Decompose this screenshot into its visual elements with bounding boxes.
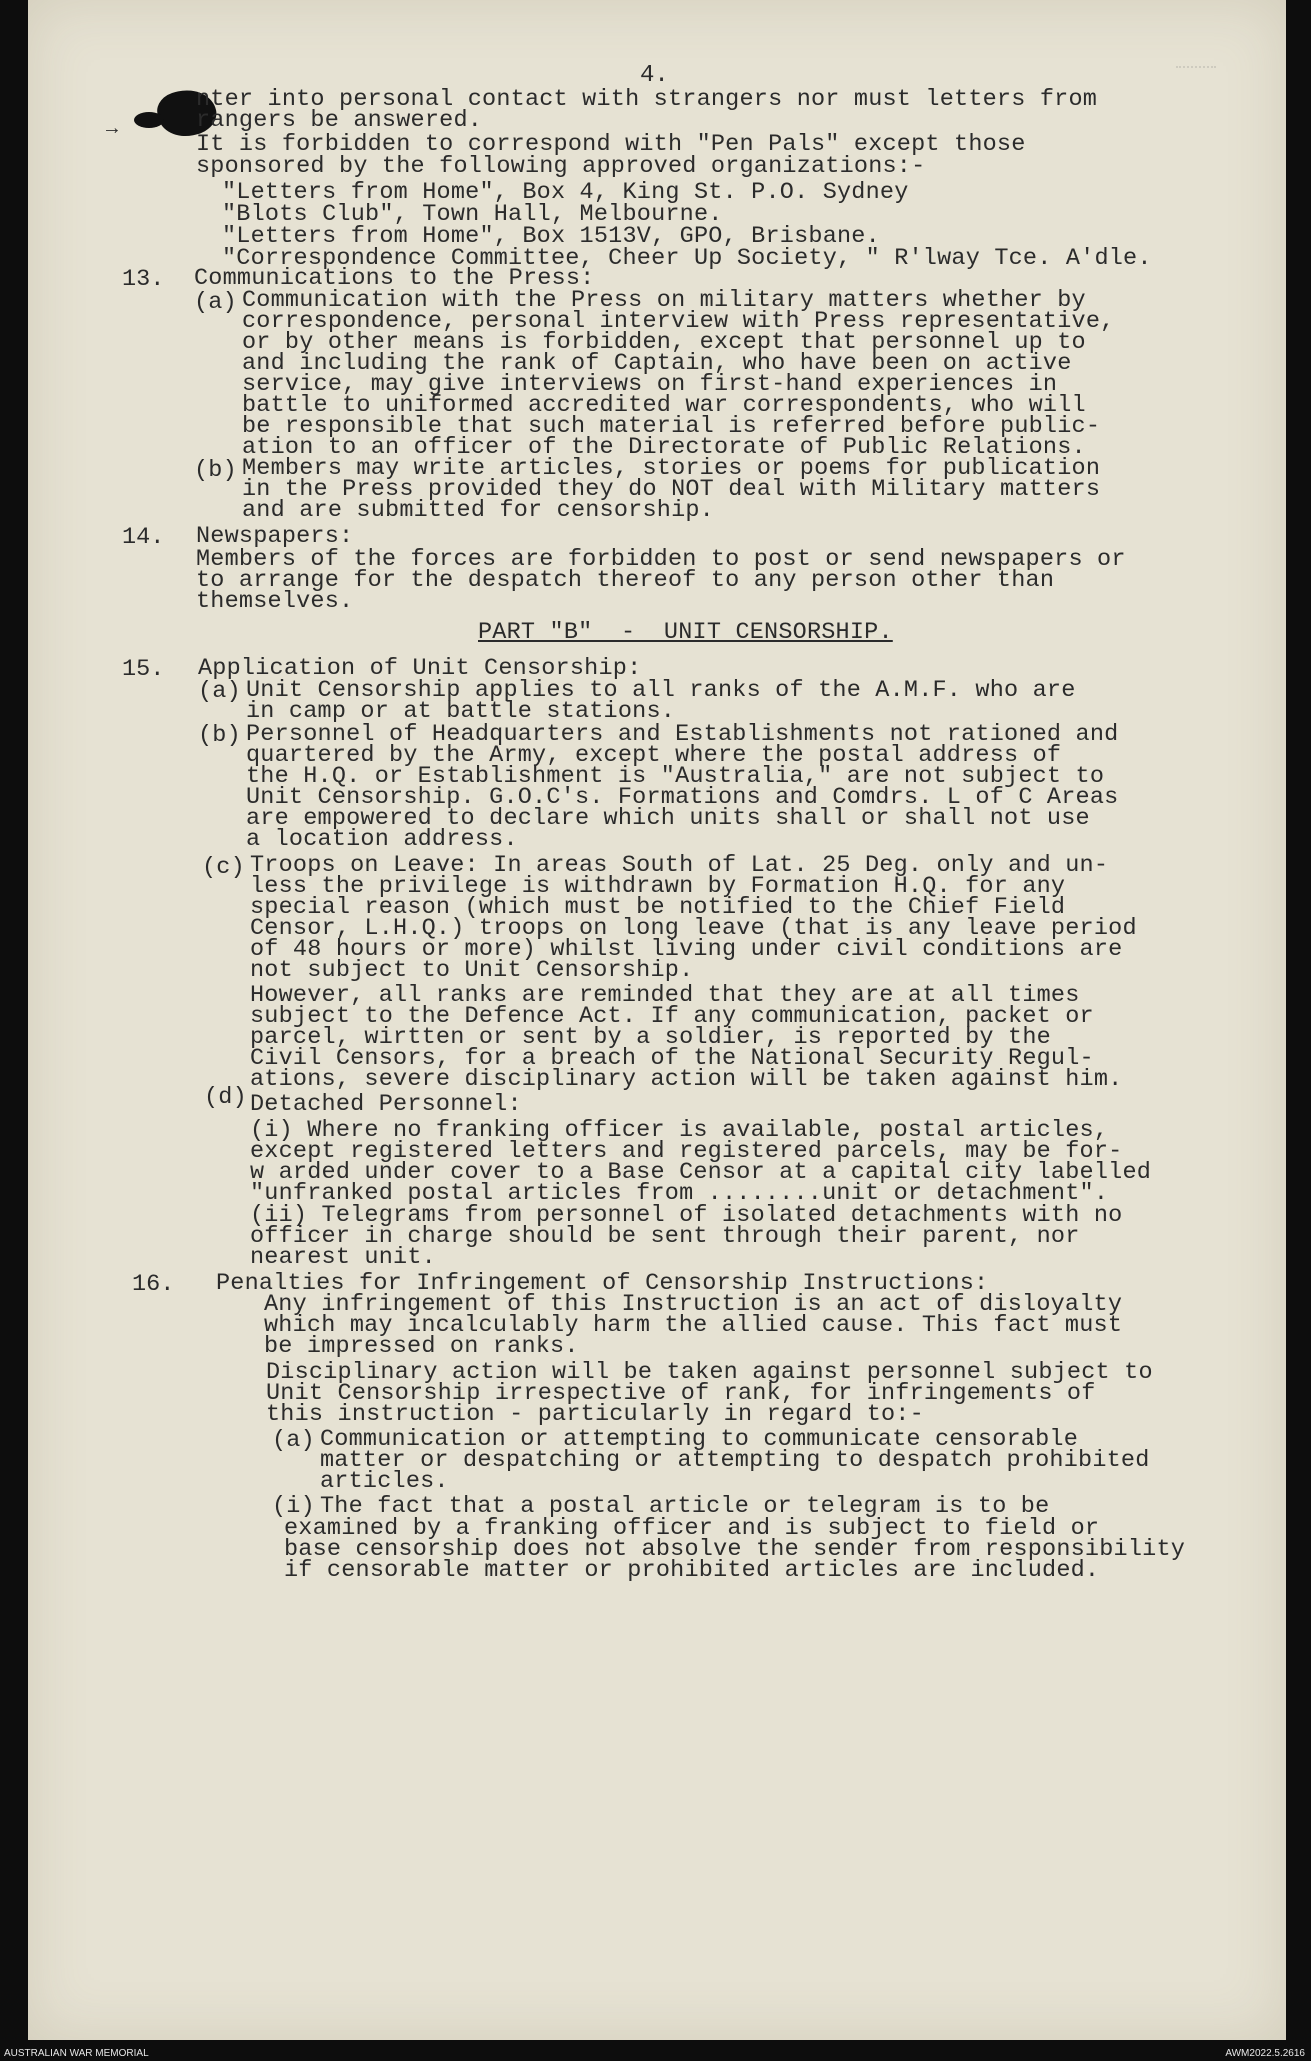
pen-pals-line-2: sponsored by the following approved organizations:- bbox=[196, 153, 926, 180]
section-13a-line-4: and including the rank of Captain, who have been on active bbox=[242, 350, 1072, 377]
page-number: 4. bbox=[640, 62, 669, 89]
section-14-line-2: to arrange for the despatch thereof to any person other than bbox=[196, 567, 1055, 594]
section-15d-ii-line-3: nearest unit. bbox=[250, 1244, 436, 1271]
section-15c2-line-5: ations, severe disciplinary action will be taken against him. bbox=[250, 1066, 1123, 1093]
section-15a-label: (a) bbox=[198, 678, 241, 705]
approved-org-4: "Correspondence Committee, Cheer Up Society, " R'lway Tce. A'dle. bbox=[222, 245, 1152, 272]
section-15d-i-line-1: (i) Where no franking officer is available, postal articles, bbox=[250, 1117, 1109, 1144]
section-15c-label: (c) bbox=[202, 854, 245, 881]
section-15d-label: (d) bbox=[204, 1084, 247, 1111]
section-16-title: Penalties for Infringement of Censorship Instructions: bbox=[216, 1270, 989, 1297]
section-13-title: Communications to the Press: bbox=[194, 265, 595, 292]
continuation-line-2: rangers be answered. bbox=[196, 107, 483, 134]
section-13b-line-3: and are submitted for censorship. bbox=[242, 497, 714, 524]
section-15d-ii-line-2: officer in charge should be sent through their parent, nor bbox=[250, 1223, 1080, 1250]
section-16i-label: (i) bbox=[272, 1493, 315, 1520]
section-13b-label: (b) bbox=[194, 457, 237, 484]
section-16-p2-line-1: Disciplinary action will be taken against personnel subject to bbox=[266, 1359, 1153, 1386]
section-15b-line-2: quartered by the Army, except where the postal address of bbox=[246, 742, 1062, 769]
section-16i-line-1: The fact that a postal article or telegram is to be bbox=[320, 1493, 1050, 1520]
section-15b-line-3: the H.Q. or Establishment is "Australia," are not subject to bbox=[246, 763, 1105, 790]
section-15c-line-3: special reason (which must be notified to the Chief Field bbox=[250, 894, 1066, 921]
section-13a-line-3: or by other means is forbidden, except that personnel up to bbox=[242, 329, 1086, 356]
continuation-line-1: nter into personal contact with strangers nor must letters from bbox=[196, 86, 1098, 113]
section-13b-line-1: Members may write articles, stories or poems for publication bbox=[242, 455, 1101, 482]
section-13-number: 13. bbox=[122, 266, 165, 293]
section-15d-i-line-2: except registered letters and registered parcels, may be for- bbox=[250, 1138, 1123, 1165]
pen-pals-line-1: It is forbidden to correspond with "Pen Pals" except those bbox=[196, 131, 1026, 158]
section-15c-line-4: Censor, L.H.Q.) troops on long leave (that is any leave period bbox=[250, 915, 1137, 942]
section-15c2-line-3: parcel, wirtten or sent by a soldier, is reported by the bbox=[250, 1024, 1051, 1051]
section-13a-line-2: correspondence, personal interview with Press representative, bbox=[242, 308, 1115, 335]
section-16-p1-line-3: be impressed on ranks. bbox=[264, 1333, 579, 1360]
section-15d-title: Detached Personnel: bbox=[250, 1091, 522, 1118]
section-13a-line-5: service, may give interviews on first-hand experiences in bbox=[242, 371, 1058, 398]
paper-mark bbox=[1176, 66, 1216, 82]
document-page bbox=[28, 0, 1286, 2040]
margin-mark-icon: → bbox=[106, 118, 119, 141]
footer-institution: AUSTRALIAN WAR MEMORIAL bbox=[4, 2048, 149, 2059]
part-b-heading: PART "B" - UNIT CENSORSHIP. bbox=[478, 619, 893, 646]
section-15a-line-2: in camp or at battle stations. bbox=[246, 698, 676, 725]
section-15b-label: (b) bbox=[198, 722, 241, 749]
section-13a-line-1: Communication with the Press on military matters whether by bbox=[242, 287, 1086, 314]
section-16i-line-3: base censorship does not absolve the sender from responsibility bbox=[284, 1536, 1186, 1563]
section-16a-line-3: articles. bbox=[320, 1468, 449, 1495]
section-15b-line-6: a location address. bbox=[246, 826, 518, 853]
section-16a-label: (a) bbox=[272, 1427, 315, 1454]
section-15c-line-2: less the privilege is withdrawn by Formation H.Q. for any bbox=[250, 873, 1066, 900]
section-15b-line-5: are empowered to declare which units shall or shall not use bbox=[246, 805, 1090, 832]
section-16-p2-line-3: this instruction - particularly in regard to:- bbox=[266, 1401, 924, 1428]
footer-accession-number: AWM2022.5.2616 bbox=[1225, 2048, 1305, 2059]
section-15a-line-1: Unit Censorship applies to all ranks of the A.M.F. who are bbox=[246, 677, 1076, 704]
ink-blot-small bbox=[134, 112, 164, 128]
section-16a-line-2: matter or despatching or attempting to despatch prohibited bbox=[320, 1447, 1150, 1474]
section-16-p2-line-2: Unit Censorship irrespective of rank, for infringements of bbox=[266, 1380, 1096, 1407]
section-16-p1-line-2: which may incalculably harm the allied cause. This fact must bbox=[264, 1312, 1123, 1339]
section-15c-line-5: of 48 hours or more) whilst living under civil conditions are bbox=[250, 936, 1123, 963]
approved-org-1: "Letters from Home", Box 4, King St. P.O. Sydney bbox=[222, 179, 909, 206]
section-15c-line-6: not subject to Unit Censorship. bbox=[250, 957, 694, 984]
section-13a-line-7: be responsible that such material is referred before public- bbox=[242, 413, 1101, 440]
approved-org-2: "Blots Club", Town Hall, Melbourne. bbox=[222, 201, 723, 228]
approved-org-3: "Letters from Home", Box 1513V, GPO, Brisbane. bbox=[222, 223, 880, 250]
section-15b-line-1: Personnel of Headquarters and Establishments not rationed and bbox=[246, 721, 1119, 748]
section-13a-label: (a) bbox=[194, 289, 237, 316]
section-15c2-line-4: Civil Censors, for a breach of the National Security Regul- bbox=[250, 1045, 1094, 1072]
section-15b-line-4: Unit Censorship. G.O.C's. Formations and Comdrs. L of C Areas bbox=[246, 784, 1119, 811]
section-14-line-1: Members of the forces are forbidden to post or send newspapers or bbox=[196, 546, 1126, 573]
section-14-number: 14. bbox=[122, 524, 165, 551]
section-13a-line-6: battle to uniformed accredited war correspondents, who will bbox=[242, 392, 1086, 419]
section-15d-i-line-3: w arded under cover to a Base Censor at a capital city labelled bbox=[250, 1159, 1152, 1186]
section-16a-line-1: Communication or attempting to communicate censorable bbox=[320, 1426, 1079, 1453]
section-16-number: 16. bbox=[132, 1271, 175, 1298]
section-16i-line-4: if censorable matter or prohibited articles are included. bbox=[284, 1557, 1100, 1584]
section-15c2-line-1: However, all ranks are reminded that they are at all times bbox=[250, 982, 1080, 1009]
section-14-title: Newspapers: bbox=[196, 523, 354, 550]
section-13b-line-2: in the Press provided they do NOT deal with Military matters bbox=[242, 476, 1101, 503]
section-14-line-3: themselves. bbox=[196, 588, 354, 615]
section-15d-ii-line-1: (ii) Telegrams from personnel of isolated detachments with no bbox=[250, 1202, 1123, 1229]
section-13a-line-8: ation to an officer of the Directorate of Public Relations. bbox=[242, 434, 1086, 461]
section-15c2-line-2: subject to the Defence Act. If any communication, packet or bbox=[250, 1003, 1094, 1030]
section-16i-line-2: examined by a franking officer and is subject to field or bbox=[284, 1515, 1100, 1542]
section-15d-i-line-4: "unfranked postal articles from ........unit or detachment". bbox=[250, 1180, 1109, 1207]
section-15c-line-1: Troops on Leave: In areas South of Lat. 25 Deg. only and un- bbox=[250, 852, 1109, 879]
section-15-number: 15. bbox=[122, 656, 165, 683]
section-16-p1-line-1: Any infringement of this Instruction is an act of disloyalty bbox=[264, 1291, 1123, 1318]
section-15-title: Application of Unit Censorship: bbox=[198, 655, 642, 682]
